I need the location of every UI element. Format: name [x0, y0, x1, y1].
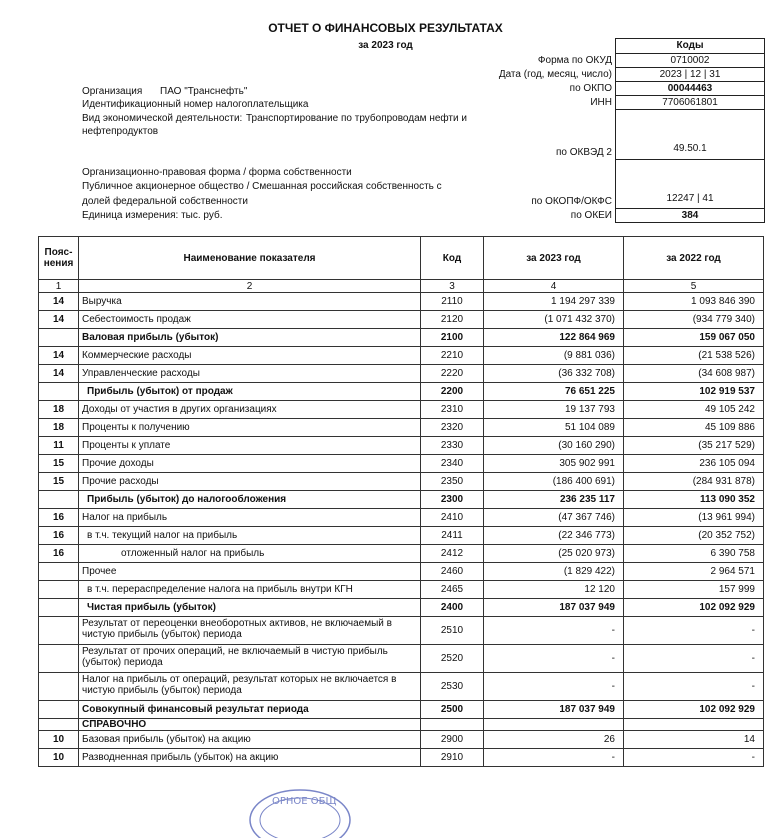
codes-title: Коды	[676, 40, 704, 51]
okved-label: по ОКВЭД 2	[556, 147, 612, 158]
row-value-2022: 102 092 929	[624, 599, 764, 617]
table-row	[39, 701, 764, 719]
row-code: 2210	[421, 347, 484, 365]
report-title: ОТЧЕТ О ФИНАНСОВЫХ РЕЗУЛЬТАТАХ	[268, 21, 503, 35]
row-value-2022: 159 067 050	[624, 329, 764, 347]
okopf-label: по ОКОПФ/ОКФС	[531, 196, 612, 207]
activity-label: Вид экономической деятельности:	[82, 113, 243, 124]
table-row	[39, 731, 764, 749]
row-value-2023: (47 367 746)	[484, 509, 624, 527]
row-name: отложенный налог на прибыль	[79, 545, 421, 563]
row-note: 16	[39, 509, 79, 527]
row-note: 16	[39, 545, 79, 563]
row-note: 10	[39, 731, 79, 749]
row-code: 2310	[421, 401, 484, 419]
table-row	[39, 673, 764, 701]
inn-code-label: ИНН	[590, 97, 612, 108]
okopf-code: 12247 | 41	[616, 159, 764, 208]
row-code: 2530	[421, 673, 484, 701]
row-note	[39, 563, 79, 581]
row-value-2022: -	[624, 645, 764, 673]
row-value-2023: (22 346 773)	[484, 527, 624, 545]
okved-code: 49.50.1	[616, 109, 764, 159]
activity-value: Транспортирование по трубопроводам нефти и	[246, 113, 467, 124]
table-row	[39, 581, 764, 599]
row-note: 16	[39, 527, 79, 545]
table-row	[39, 491, 764, 509]
row-note: 15	[39, 473, 79, 491]
row-value-2023: (1 071 432 370)	[484, 311, 624, 329]
row-name: Результат от переоценки внеоборотных активов, не включаемый в чистую прибыль (убыток) периода	[79, 617, 421, 645]
row-note	[39, 719, 79, 731]
row-code: 2411	[421, 527, 484, 545]
okud-label: Форма по ОКУД	[537, 55, 612, 66]
row-note	[39, 581, 79, 599]
okpo-label: по ОКПО	[569, 83, 612, 94]
row-value-2023: (30 160 290)	[484, 437, 624, 455]
row-name: Налог на прибыль	[79, 509, 421, 527]
row-name: Прочие доходы	[79, 455, 421, 473]
row-note: 14	[39, 293, 79, 311]
row-value-2023: (1 829 422)	[484, 563, 624, 581]
row-note	[39, 673, 79, 701]
row-code: 2410	[421, 509, 484, 527]
row-name: Прочие расходы	[79, 473, 421, 491]
table-row	[39, 365, 764, 383]
row-value-2023: (25 020 973)	[484, 545, 624, 563]
row-name: Доходы от участия в других организациях	[79, 401, 421, 419]
row-code: 2320	[421, 419, 484, 437]
legal-form-value-cont: долей федеральной собственности	[82, 196, 248, 207]
table-row	[39, 719, 764, 731]
stamp-text: ОРНОЕ ОБЩ	[272, 796, 337, 807]
unit-label: Единица измерения: тыс. руб.	[82, 210, 223, 221]
financial-results-table	[38, 236, 764, 767]
inn-code: 7706061801	[616, 95, 764, 109]
row-value-2023: -	[484, 645, 624, 673]
index-cell: 2	[79, 280, 421, 293]
row-value-2022: 157 999	[624, 581, 764, 599]
row-value-2022: 14	[624, 731, 764, 749]
row-value-2022: (21 538 526)	[624, 347, 764, 365]
row-value-2023: 76 651 225	[484, 383, 624, 401]
row-code: 2110	[421, 293, 484, 311]
row-value-2023: 51 104 089	[484, 419, 624, 437]
row-note: 10	[39, 749, 79, 767]
table-row	[39, 645, 764, 673]
table-row	[39, 329, 764, 347]
row-name: Коммерческие расходы	[79, 347, 421, 365]
row-value-2023	[484, 719, 624, 731]
index-cell: 1	[39, 280, 79, 293]
row-name: Проценты к получению	[79, 419, 421, 437]
row-name: Чистая прибыль (убыток)	[79, 599, 421, 617]
row-value-2023: 12 120	[484, 581, 624, 599]
row-code: 2100	[421, 329, 484, 347]
table-row	[39, 599, 764, 617]
row-name: Налог на прибыль от операций, результат которых не включается в чистую прибыль (убыток) периода	[79, 673, 421, 701]
okud-code: 0710002	[616, 53, 764, 67]
col-header-name: Наименование показателя	[79, 237, 421, 280]
row-value-2023: 26	[484, 731, 624, 749]
table-row	[39, 473, 764, 491]
row-note: 15	[39, 455, 79, 473]
row-code: 2412	[421, 545, 484, 563]
row-code: 2460	[421, 563, 484, 581]
row-code: 2910	[421, 749, 484, 767]
date-code: 2023 | 12 | 31	[616, 67, 764, 81]
legal-form-value: Публичное акционерное общество / Смешанная российская собственность с	[82, 181, 442, 192]
row-value-2022: -	[624, 749, 764, 767]
row-name: СПРАВОЧНО	[79, 719, 421, 731]
row-value-2022: 102 092 929	[624, 701, 764, 719]
row-value-2022	[624, 719, 764, 731]
table-row	[39, 293, 764, 311]
row-value-2023: -	[484, 673, 624, 701]
seal-stamp	[240, 778, 360, 838]
table-row	[39, 347, 764, 365]
row-name: Проценты к уплате	[79, 437, 421, 455]
legal-form-label: Организационно-правовая форма / форма собственности	[82, 167, 352, 178]
row-value-2022: (20 352 752)	[624, 527, 764, 545]
row-value-2023: 305 902 991	[484, 455, 624, 473]
row-note	[39, 617, 79, 645]
row-note	[39, 645, 79, 673]
row-code: 2520	[421, 645, 484, 673]
row-value-2022: (35 217 529)	[624, 437, 764, 455]
row-value-2023: 236 235 117	[484, 491, 624, 509]
row-name: в т.ч. перераспределение налога на прибыль внутри КГН	[79, 581, 421, 599]
index-row	[39, 280, 764, 293]
row-note	[39, 599, 79, 617]
row-value-2022: 45 109 886	[624, 419, 764, 437]
row-value-2023: 187 037 949	[484, 599, 624, 617]
row-note: 18	[39, 401, 79, 419]
row-code: 2400	[421, 599, 484, 617]
row-name: в т.ч. текущий налог на прибыль	[79, 527, 421, 545]
row-value-2022: (13 961 994)	[624, 509, 764, 527]
codes-box	[615, 38, 765, 223]
col-header-2023: за 2023 год	[484, 237, 624, 280]
row-value-2023: 122 864 969	[484, 329, 624, 347]
row-note: 18	[39, 419, 79, 437]
table-row	[39, 419, 764, 437]
row-name: Валовая прибыль (убыток)	[79, 329, 421, 347]
row-value-2022: -	[624, 617, 764, 645]
table-row	[39, 617, 764, 645]
table-row	[39, 563, 764, 581]
row-note: 14	[39, 365, 79, 383]
row-value-2022: (934 779 340)	[624, 311, 764, 329]
okpo-code: 00044463	[616, 81, 764, 95]
row-value-2023: (9 881 036)	[484, 347, 624, 365]
table-row	[39, 455, 764, 473]
row-name: Базовая прибыль (убыток) на акцию	[79, 731, 421, 749]
col-header-code: Код	[421, 237, 484, 280]
org-value: ПАО "Транснефть"	[160, 86, 248, 97]
row-value-2022: (284 931 878)	[624, 473, 764, 491]
okei-code: 384	[616, 208, 764, 222]
col-header-notes: Пояс-нения	[39, 237, 79, 280]
row-note	[39, 701, 79, 719]
table-row	[39, 311, 764, 329]
row-value-2022: 1 093 846 390	[624, 293, 764, 311]
row-code: 2120	[421, 311, 484, 329]
inn-label: Идентификационный номер налогоплательщика	[82, 99, 309, 110]
row-code: 2510	[421, 617, 484, 645]
row-value-2023: (186 400 691)	[484, 473, 624, 491]
row-code: 2350	[421, 473, 484, 491]
row-code: 2200	[421, 383, 484, 401]
row-value-2022: 113 090 352	[624, 491, 764, 509]
row-value-2022: (34 608 987)	[624, 365, 764, 383]
row-note	[39, 329, 79, 347]
row-code: 2340	[421, 455, 484, 473]
row-value-2022: 102 919 537	[624, 383, 764, 401]
activity-value-cont: нефтепродуктов	[82, 126, 159, 137]
col-header-2022: за 2022 год	[624, 237, 764, 280]
table-header-row	[39, 237, 764, 280]
index-cell: 4	[484, 280, 624, 293]
okei-label: по ОКЕИ	[570, 210, 612, 221]
row-value-2022: 236 105 094	[624, 455, 764, 473]
row-name: Результат от прочих операций, не включаемый в чистую прибыль (убыток) периода	[79, 645, 421, 673]
row-code: 2465	[421, 581, 484, 599]
index-cell: 5	[624, 280, 764, 293]
row-code: 2900	[421, 731, 484, 749]
row-name: Прибыль (убыток) от продаж	[79, 383, 421, 401]
table-row	[39, 545, 764, 563]
row-name: Управленческие расходы	[79, 365, 421, 383]
row-value-2022: 6 390 758	[624, 545, 764, 563]
row-code: 2220	[421, 365, 484, 383]
row-value-2022: -	[624, 673, 764, 701]
row-code	[421, 719, 484, 731]
row-value-2023: 187 037 949	[484, 701, 624, 719]
report-period: за 2023 год	[358, 40, 413, 51]
row-name: Прочее	[79, 563, 421, 581]
row-value-2023: -	[484, 617, 624, 645]
row-note	[39, 491, 79, 509]
date-label: Дата (год, месяц, число)	[498, 69, 612, 80]
row-value-2023: -	[484, 749, 624, 767]
row-value-2023: 19 137 793	[484, 401, 624, 419]
row-name: Себестоимость продаж	[79, 311, 421, 329]
row-note	[39, 383, 79, 401]
row-note: 14	[39, 311, 79, 329]
row-name: Разводненная прибыль (убыток) на акцию	[79, 749, 421, 767]
table-row	[39, 383, 764, 401]
row-code: 2300	[421, 491, 484, 509]
table-row	[39, 749, 764, 767]
org-label: Организация	[82, 86, 143, 97]
table-row	[39, 509, 764, 527]
row-name: Прибыль (убыток) до налогообложения	[79, 491, 421, 509]
row-value-2022: 49 105 242	[624, 401, 764, 419]
row-code: 2500	[421, 701, 484, 719]
row-note: 14	[39, 347, 79, 365]
row-value-2023: (36 332 708)	[484, 365, 624, 383]
row-value-2022: 2 964 571	[624, 563, 764, 581]
row-value-2023: 1 194 297 339	[484, 293, 624, 311]
row-name: Совокупный финансовый результат периода	[79, 701, 421, 719]
row-code: 2330	[421, 437, 484, 455]
table-row	[39, 437, 764, 455]
index-cell: 3	[421, 280, 484, 293]
row-name: Выручка	[79, 293, 421, 311]
table-row	[39, 527, 764, 545]
row-note: 11	[39, 437, 79, 455]
table-row	[39, 401, 764, 419]
